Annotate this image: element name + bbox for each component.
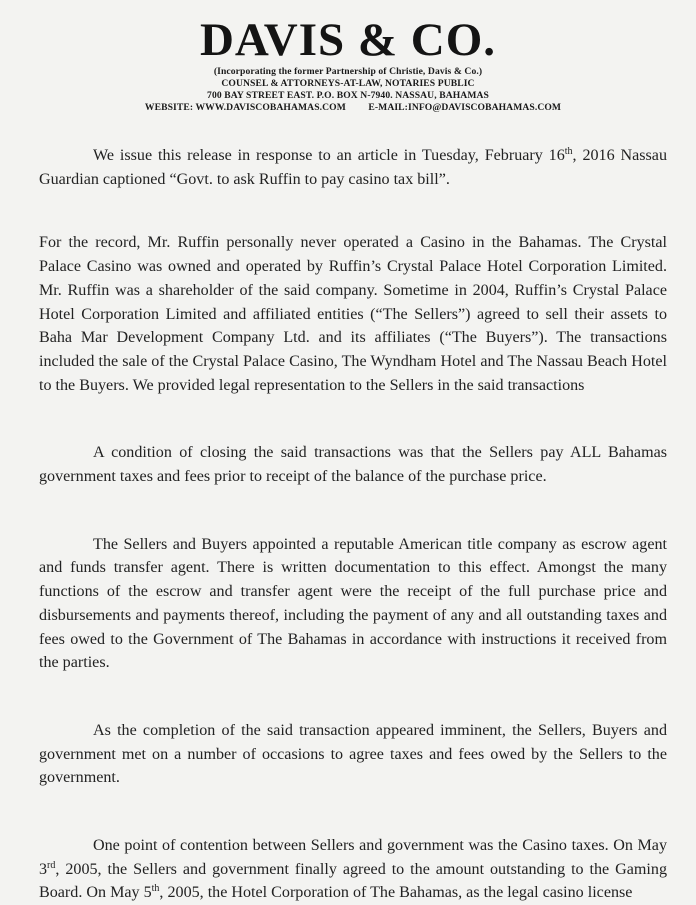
paragraph-1-text: We issue this release in response to an article in Tuesday, February 16: [93, 147, 565, 164]
paragraph-6-text-end: , 2005, the Hotel Corporation of The Bahamas, as the legal casino license: [159, 884, 633, 902]
letterhead-incorporation-line: (Incorporating the former Partnership of Christie, Davis & Co.): [213, 66, 483, 77]
paragraph-6-text-cont: , 2005, the Sellers and government finally agreed to the amount outstanding to the Gaming Board. On May 5: [39, 860, 667, 902]
paragraph-6-ordinal-1: rd: [47, 859, 56, 871]
paragraph-5: As the completion of the said transaction appeared imminent, the Sellers, Buyers and government met on a number of occasions to agree taxes and fees owed by the Sellers to the government.: [39, 721, 667, 787]
paragraph-4: The Sellers and Buyers appointed a reputable American title company as escrow agent and funds transfer agent. There is written documentation to this effect. Amongst the many functions of the escrow and transfer agent were the receipt of the full purchase price and disbursements and payments thereof, including the payment of any and all outstanding taxes and fees owed to the Government of The Bahamas in accordance with instructions it received from the parties.: [39, 535, 667, 672]
letter-body: [39, 144, 667, 905]
letterhead-website: WEBSITE: WWW.DAVISCOBAHAMAS.COM: [144, 102, 346, 113]
paragraph-3: A condition of closing the said transactions was that the Sellers pay ALL Bahamas government taxes and fees prior to receipt of the balance of the purchase price.: [39, 444, 667, 486]
paragraph-2: For the record, Mr. Ruffin personally never operated a Casino in the Bahamas. The Crystal Palace Casino was owned and operated by Ruffin’s Crystal Palace Hotel Corporation Limited. Mr. Ruffin was a shareholder of the said company. Sometime in 2004, Ruffin’s Crystal Palace Hotel Corporation Limited and affiliated entities (“The Sellers”) agreed to sell their assets to Baha Mar Development Company Ltd. and its affiliates (“The Buyers”). The transactions included the sale of the Crystal Palace Casino, The Wyndham Hotel and The Nassau Beach Hotel to the Buyers. We provided legal representation to the Sellers in the said transactions: [39, 234, 667, 394]
paragraph-6-ordinal-2: th: [151, 883, 160, 895]
paragraph-1-text-cont: , 2016 Nassau Guardian captioned “Govt. to ask Ruffin to pay casino tax bill”.: [39, 147, 667, 188]
letterhead-contact-line: [0, 102, 696, 114]
paragraph-1-ordinal: th: [564, 146, 573, 157]
paragraph-6: [39, 834, 667, 905]
firm-name: DAVIS & CO.: [199, 14, 497, 66]
letterhead: [0, 14, 696, 114]
letterhead-address-line: 700 BAY STREET EAST. P.O. BOX N-7940. NASSAU, BAHAMAS: [207, 90, 489, 101]
paragraph-1: [39, 144, 667, 191]
letterhead-email: E-MAIL:INFO@DAVISCOBAHAMAS.COM: [368, 102, 562, 113]
paragraph-6-text: One point of contention between Sellers and government was the Casino taxes. On May 3: [39, 837, 667, 878]
letterhead-counsel-line: COUNSEL & ATTORNEYS-AT-LAW, NOTARIES PUBLIC: [221, 78, 475, 89]
